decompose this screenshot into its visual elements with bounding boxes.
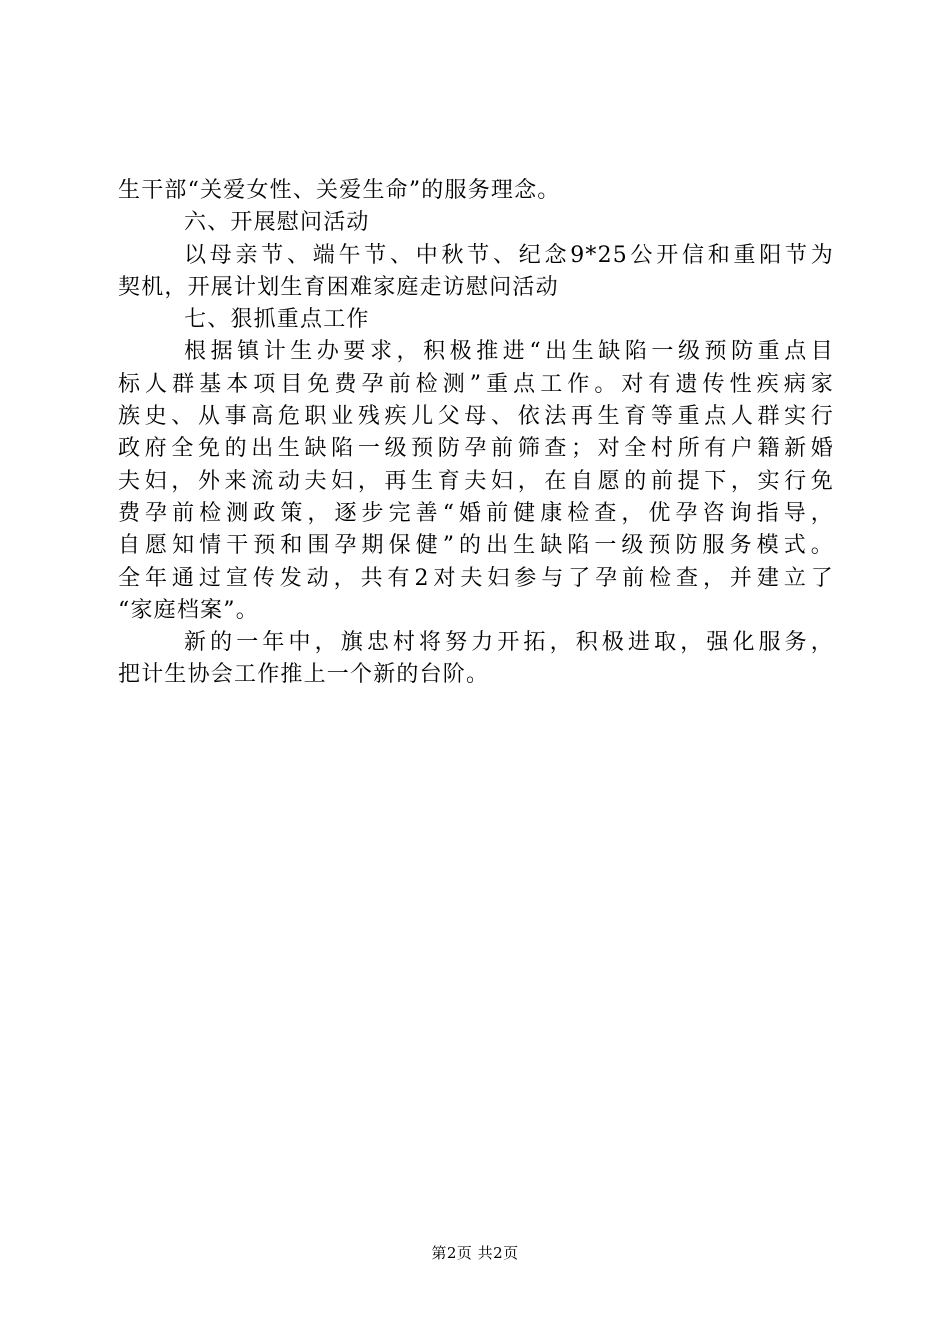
text-line: 族史、从事高危职业残疾儿父母、依法再生育等重点人群实行 — [118, 404, 834, 430]
section-heading: 六、开展慰问活动 — [184, 210, 370, 236]
document-body — [118, 175, 834, 692]
text-line: 生干部“关爱女性、关爱生命”的服务理念。 — [118, 178, 561, 203]
text-line: 自愿知情干预和围孕期保健”的出生缺陷一级预防服务模式。 — [118, 533, 834, 559]
text-line: 全年通过宣传发动，共有2对夫妇参与了孕前检查，并建立了 — [118, 565, 834, 591]
text-line: 政府全免的出生缺陷一级预防孕前筛查；对全村所有户籍新婚 — [118, 436, 834, 462]
text-line: 费孕前检测政策，逐步完善“婚前健康检查，优孕咨询指导， — [118, 500, 834, 526]
text-line: 夫妇，外来流动夫妇，再生育夫妇，在自愿的前提下，实行免 — [118, 468, 834, 494]
page-number: 第2页 共2页 — [431, 1244, 519, 1262]
text-line: 标人群基本项目免费孕前检测”重点工作。对有遗传性疾病家 — [118, 371, 834, 397]
text-line: 根据镇计生办要求，积极推进“出生缺陷一级预防重点目 — [184, 339, 834, 365]
section-heading: 七、狠抓重点工作 — [184, 307, 370, 333]
text-line: “家庭档案”。 — [118, 597, 259, 623]
text-line: 新的一年中，旗忠村将努力开拓，积极进取，强化服务， — [184, 630, 834, 656]
text-line: 契机，开展计划生育困难家庭走访慰问活动 — [118, 274, 559, 300]
text-line: 把计生协会工作推上一个新的台阶。 — [118, 662, 490, 688]
text-line: 以母亲节、端午节、中秋节、纪念9*25公开信和重阳节为 — [184, 242, 834, 268]
